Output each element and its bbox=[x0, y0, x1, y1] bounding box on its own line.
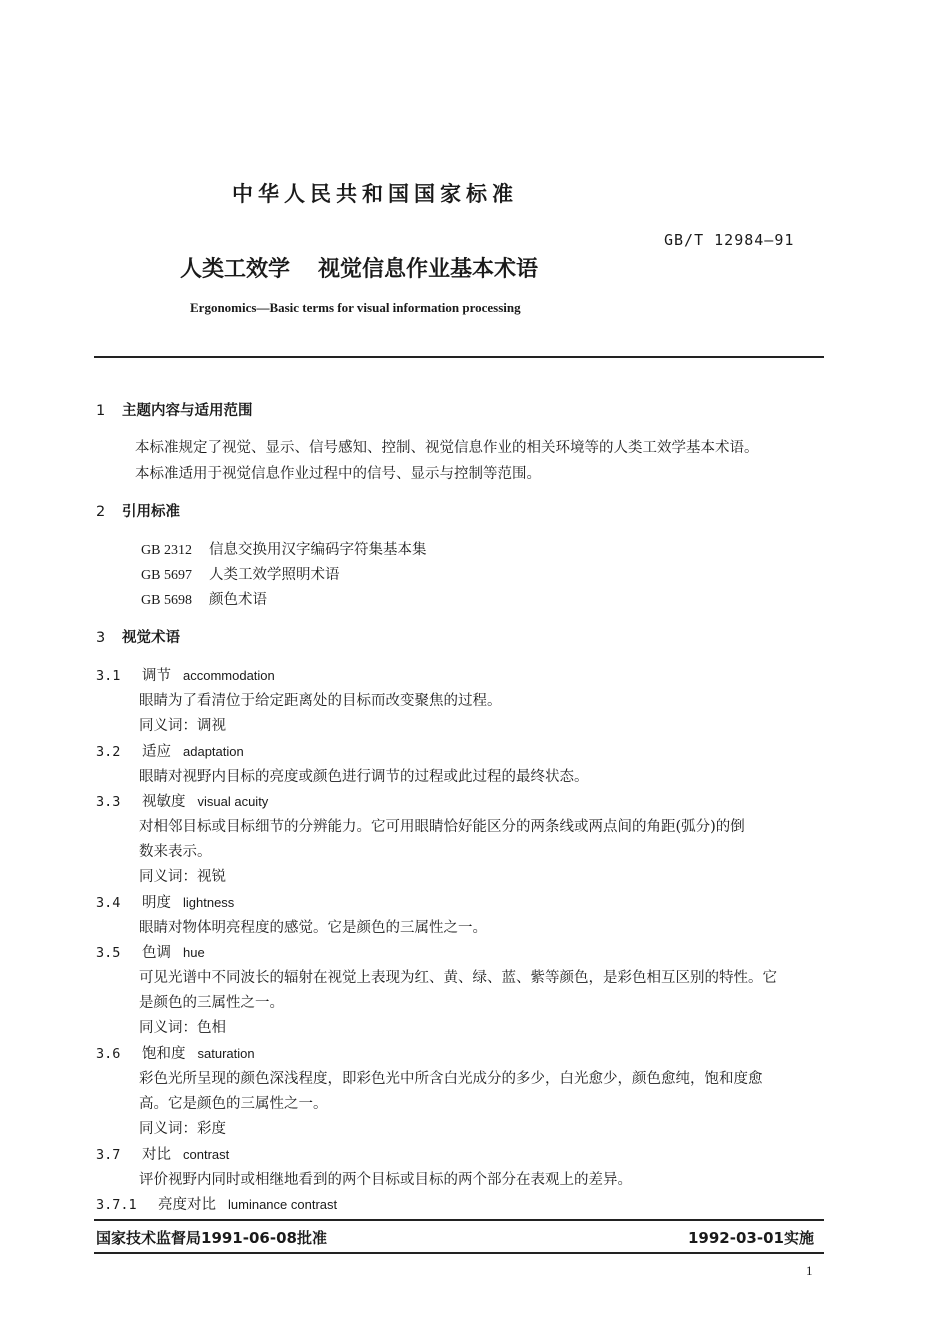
term-number: 3.2 bbox=[96, 744, 121, 760]
term-en: accommodation bbox=[183, 668, 275, 683]
term-definition: 眼睛为了看清位于给定距离处的目标而改变聚焦的过程。 bbox=[139, 693, 502, 709]
section-number: 1 bbox=[96, 403, 106, 419]
term-en: visual acuity bbox=[197, 794, 269, 809]
document-title-en: Ergonomics—Basic terms for visual information processing bbox=[190, 300, 521, 315]
term-number: 3.1 bbox=[96, 668, 121, 684]
term-heading bbox=[96, 664, 275, 685]
term-synonym: 同义词：色相 bbox=[139, 1020, 226, 1036]
section-title: 引用标准 bbox=[122, 504, 180, 520]
term-number: 3.7 bbox=[96, 1147, 121, 1163]
term-cn: 适应 bbox=[142, 744, 171, 760]
term-cn: 饱和度 bbox=[142, 1046, 186, 1062]
term-cn: 视敏度 bbox=[142, 794, 186, 810]
reference-item bbox=[141, 588, 267, 609]
term-cn: 调节 bbox=[142, 668, 171, 684]
term-cn: 明度 bbox=[142, 895, 171, 911]
title-part1: 人类工效学 bbox=[180, 257, 291, 282]
approval-date: 国家技术监督局1991-06-08批准 bbox=[96, 1229, 327, 1247]
ref-title: 颜色术语 bbox=[209, 592, 267, 608]
document-title-cn bbox=[180, 252, 538, 283]
header-rule bbox=[94, 356, 824, 358]
footer-bottom-rule bbox=[94, 1252, 824, 1254]
ref-code: GB 5698 bbox=[141, 593, 192, 608]
term-cn: 亮度对比 bbox=[158, 1197, 216, 1213]
term-en: luminance contrast bbox=[228, 1197, 338, 1212]
reference-item bbox=[141, 538, 427, 559]
term-cn: 对比 bbox=[142, 1147, 171, 1163]
section-2-heading bbox=[96, 500, 180, 521]
term-synonym: 同义词：调视 bbox=[139, 718, 226, 734]
paragraph: 本标准适用于视觉信息作业过程中的信号、显示与控制等范围。 bbox=[135, 466, 541, 482]
section-number: 3 bbox=[96, 630, 106, 646]
reference-item bbox=[141, 563, 340, 584]
term-definition: 眼睛对视野内目标的亮度或颜色进行调节的过程或此过程的最终状态。 bbox=[139, 769, 589, 785]
term-heading bbox=[96, 1143, 229, 1164]
term-definition: 高。它是颜色的三属性之一。 bbox=[139, 1096, 328, 1112]
term-number: 3.6 bbox=[96, 1046, 121, 1062]
implementation-date: 1992-03-01实施 bbox=[688, 1229, 814, 1247]
ref-code: GB 5697 bbox=[141, 568, 192, 583]
title-part2: 视觉信息作业基本术语 bbox=[318, 257, 539, 282]
ref-code: GB 2312 bbox=[141, 543, 192, 558]
ref-title: 信息交换用汉字编码字符集基本集 bbox=[209, 542, 427, 558]
page-number: 1 bbox=[806, 1263, 813, 1278]
term-definition: 是颜色的三属性之一。 bbox=[139, 995, 284, 1011]
term-heading bbox=[96, 891, 234, 912]
term-number: 3.7.1 bbox=[96, 1197, 137, 1213]
term-number: 3.5 bbox=[96, 945, 121, 961]
section-3-heading bbox=[96, 626, 180, 647]
term-definition: 对相邻目标或目标细节的分辨能力。它可用眼睛恰好能区分的两条线或两点间的角距(弧分)的倒 bbox=[139, 819, 745, 835]
section-1-heading bbox=[96, 399, 253, 420]
term-synonym: 同义词：彩度 bbox=[139, 1121, 226, 1137]
term-cn: 色调 bbox=[142, 945, 171, 961]
term-heading bbox=[96, 740, 244, 761]
term-number: 3.4 bbox=[96, 895, 121, 911]
term-definition: 可见光谱中不同波长的辐射在视觉上表现为红、黄、绿、蓝、紫等颜色，是彩色相互区别的特性。它 bbox=[139, 970, 777, 986]
footer-rule bbox=[94, 1219, 824, 1221]
term-heading bbox=[96, 941, 205, 962]
national-standard-heading: 中华人民共和国国家标准 bbox=[232, 182, 518, 206]
term-en: adaptation bbox=[183, 744, 244, 759]
term-definition: 数来表示。 bbox=[139, 844, 212, 860]
standard-number: GB/T 12984—91 bbox=[664, 231, 795, 249]
term-synonym: 同义词：视锐 bbox=[139, 869, 226, 885]
section-title: 视觉术语 bbox=[122, 630, 180, 646]
term-definition: 评价视野内同时或相继地看到的两个目标或目标的两个部分在表观上的差异。 bbox=[139, 1172, 632, 1188]
term-number: 3.3 bbox=[96, 794, 121, 810]
term-en: lightness bbox=[183, 895, 235, 910]
term-en: hue bbox=[183, 945, 205, 960]
term-definition: 眼睛对物体明亮程度的感觉。它是颜色的三属性之一。 bbox=[139, 920, 487, 936]
term-heading bbox=[96, 1193, 337, 1214]
term-en: contrast bbox=[183, 1147, 230, 1162]
section-title: 主题内容与适用范围 bbox=[122, 403, 253, 419]
paragraph: 本标准规定了视觉、显示、信号感知、控制、视觉信息作业的相关环境等的人类工效学基本术语。 bbox=[135, 440, 759, 456]
term-heading bbox=[96, 790, 268, 811]
section-number: 2 bbox=[96, 504, 106, 520]
term-definition: 彩色光所呈现的颜色深浅程度，即彩色光中所含白光成分的多少，白光愈少，颜色愈纯，饱和度愈 bbox=[139, 1071, 763, 1087]
term-heading bbox=[96, 1042, 255, 1063]
term-en: saturation bbox=[197, 1046, 255, 1061]
ref-title: 人类工效学照明术语 bbox=[209, 567, 340, 583]
